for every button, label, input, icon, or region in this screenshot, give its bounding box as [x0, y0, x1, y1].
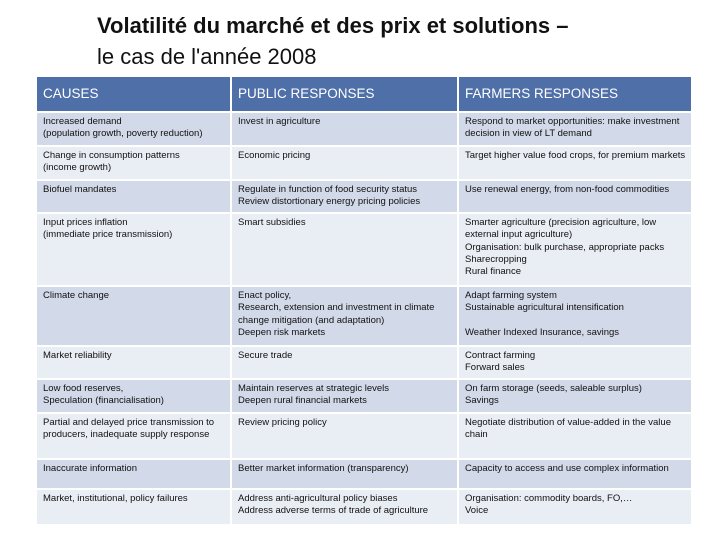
header-farmers-responses: FARMERS RESPONSES	[458, 77, 691, 112]
cause-cell: Market, institutional, policy failures	[37, 489, 231, 525]
cause-cell: Biofuel mandates	[37, 180, 231, 213]
farmers-response-cell: On farm storage (seeds, saleable surplus) Savings	[458, 379, 691, 413]
table-row	[37, 459, 691, 489]
cause-cell: Partial and delayed price transmission to producers, inadequate supply response	[37, 413, 231, 459]
farmers-response-cell: Contract farming Forward sales	[458, 346, 691, 379]
farmers-response-cell: Organisation: commodity boards, FO,… Voice	[458, 489, 691, 525]
cause-cell: Change in consumption patterns (income growth)	[37, 146, 231, 180]
title-line-2: le cas de l'année 2008	[97, 44, 317, 69]
public-response-cell: Economic pricing	[231, 146, 458, 180]
header-public-responses: PUBLIC RESPONSES	[231, 77, 458, 112]
farmers-response-cell: Smarter agriculture (precision agriculture, low external input agriculture) Organisation: bulk purchase, appropriate packs Sharecropping Rural finance	[458, 213, 691, 286]
farmers-response-cell: Capacity to access and use complex information	[458, 459, 691, 489]
slide-title	[97, 10, 697, 72]
cause-cell: Climate change	[37, 286, 231, 346]
public-response-cell: Enact policy, Research, extension and investment in climate change mitigation (and adaptation) Deepen risk markets	[231, 286, 458, 346]
public-response-cell: Review pricing policy	[231, 413, 458, 459]
farmers-response-cell: Use renewal energy, from non-food commodities	[458, 180, 691, 213]
farmers-response-cell: Respond to market opportunities: make investment decision in view of LT demand	[458, 112, 691, 146]
cause-cell: Input prices inflation (immediate price transmission)	[37, 213, 231, 286]
table-row	[37, 146, 691, 180]
table-row	[37, 286, 691, 346]
table-row	[37, 489, 691, 525]
public-response-cell: Better market information (transparency)	[231, 459, 458, 489]
public-response-cell: Invest in agriculture	[231, 112, 458, 146]
public-response-cell: Maintain reserves at strategic levels Deepen rural financial markets	[231, 379, 458, 413]
responses-table	[37, 77, 691, 526]
cause-cell: Market reliability	[37, 346, 231, 379]
cause-cell: Low food reserves, Speculation (financialisation)	[37, 379, 231, 413]
table-row	[37, 346, 691, 379]
table-row	[37, 112, 691, 146]
public-response-cell: Regulate in function of food security status Review distortionary energy pricing policies	[231, 180, 458, 213]
table-row	[37, 180, 691, 213]
title-line-1: Volatilité du marché et des prix et solutions –	[97, 13, 569, 38]
table-row	[37, 379, 691, 413]
cause-cell: Inaccurate information	[37, 459, 231, 489]
table-row	[37, 413, 691, 459]
header-causes: CAUSES	[37, 77, 231, 112]
public-response-cell: Address anti-agricultural policy biases Address adverse terms of trade of agriculture	[231, 489, 458, 525]
farmers-response-cell: Negotiate distribution of value-added in the value chain	[458, 413, 691, 459]
public-response-cell: Secure trade	[231, 346, 458, 379]
table-header-row	[37, 77, 691, 112]
public-response-cell: Smart subsidies	[231, 213, 458, 286]
farmers-response-cell: Adapt farming system Sustainable agricultural intensification Weather Indexed Insurance, savings	[458, 286, 691, 346]
table-row	[37, 213, 691, 286]
farmers-response-cell: Target higher value food crops, for premium markets	[458, 146, 691, 180]
cause-cell: Increased demand (population growth, poverty reduction)	[37, 112, 231, 146]
